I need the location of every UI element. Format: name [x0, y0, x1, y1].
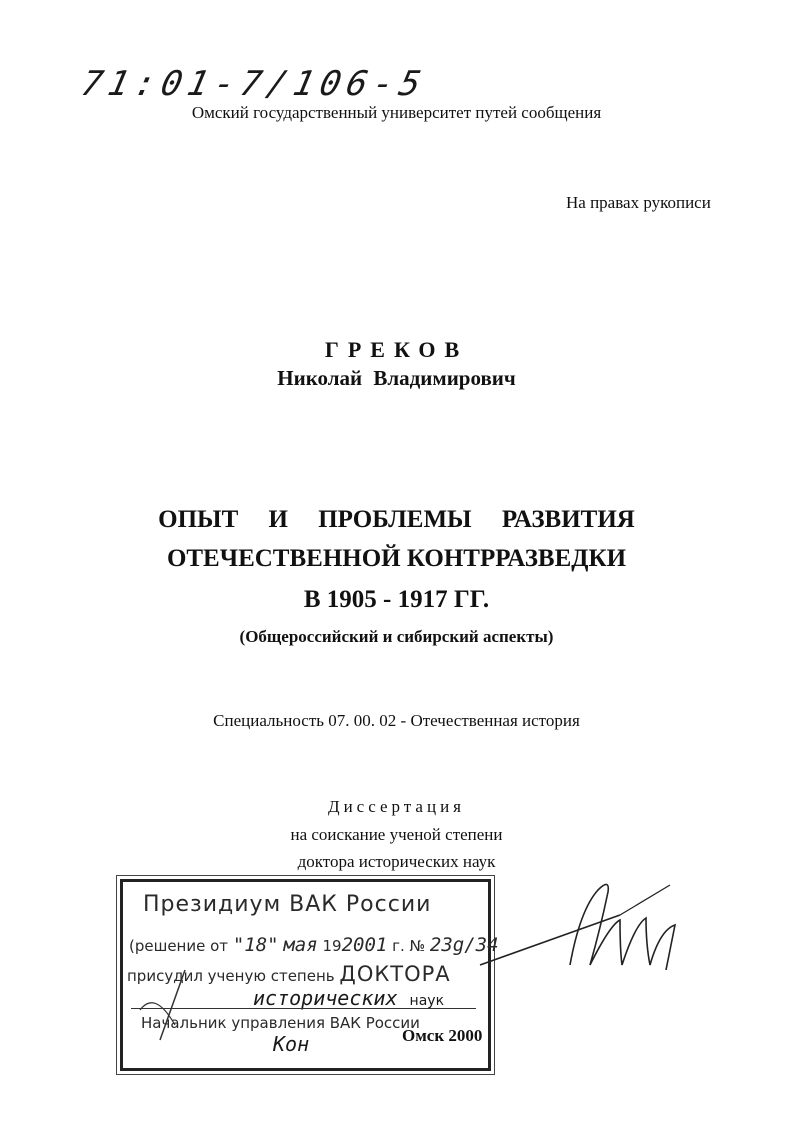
- stamp-field-suffix: наук: [409, 993, 445, 1009]
- stamp-head-title: Начальник управления ВАК России: [141, 1014, 420, 1032]
- stamp-decision-prefix: (решение от: [129, 937, 229, 955]
- city-year: Омск 2000: [402, 1026, 483, 1045]
- stamp-pen-strokes: [100, 950, 300, 1050]
- dissertation-line-1: на соискание ученой степени: [290, 825, 503, 844]
- university-name: Омский государственный университет путей сообщения: [191, 103, 602, 122]
- title-line-2: ОТЕЧЕСТВЕННОЙ КОНТРРАЗВЕДКИ: [166, 545, 627, 572]
- author-surname: ГРЕКОВ: [324, 337, 469, 362]
- stamp-decision-day: "18": [232, 934, 279, 956]
- author-signature: [470, 870, 690, 990]
- title-line-1: ОПЫТ И ПРОБЛЕМЫ РАЗВИТИЯ: [158, 506, 635, 533]
- dissertation-label: Диссертация: [327, 797, 465, 816]
- stamp-awarded-text: присудил ученую степень: [127, 967, 335, 985]
- stamp-decision-year-prefix: 19: [322, 937, 342, 955]
- rights-note: На правах рукописи: [566, 193, 711, 212]
- stamp-decision-year: 2001: [341, 934, 388, 956]
- specialty: Специальность 07. 00. 02 - Отечественная история: [213, 711, 580, 730]
- title-line-3: В 1905 - 1917 ГГ.: [303, 586, 490, 613]
- dissertation-line-2: доктора исторических наук: [297, 852, 496, 871]
- stamp-signature: Кон: [273, 1032, 310, 1056]
- stamp-field-text: исторических: [253, 986, 398, 1010]
- stamp-degree: ДОКТОРА: [339, 962, 451, 986]
- title-subtitle: (Общероссийский и сибирский аспекты): [239, 627, 554, 646]
- archive-code: 71:01-7/106-5: [77, 64, 431, 104]
- author-full-name: Николай Владимирович: [277, 366, 516, 390]
- stamp-decision-month: мая: [283, 934, 318, 956]
- stamp-decision-no-label: г. №: [392, 937, 426, 955]
- stamp-title: Президиум ВАК России: [143, 892, 432, 917]
- stamp-decision-number: 23g/34: [429, 934, 499, 956]
